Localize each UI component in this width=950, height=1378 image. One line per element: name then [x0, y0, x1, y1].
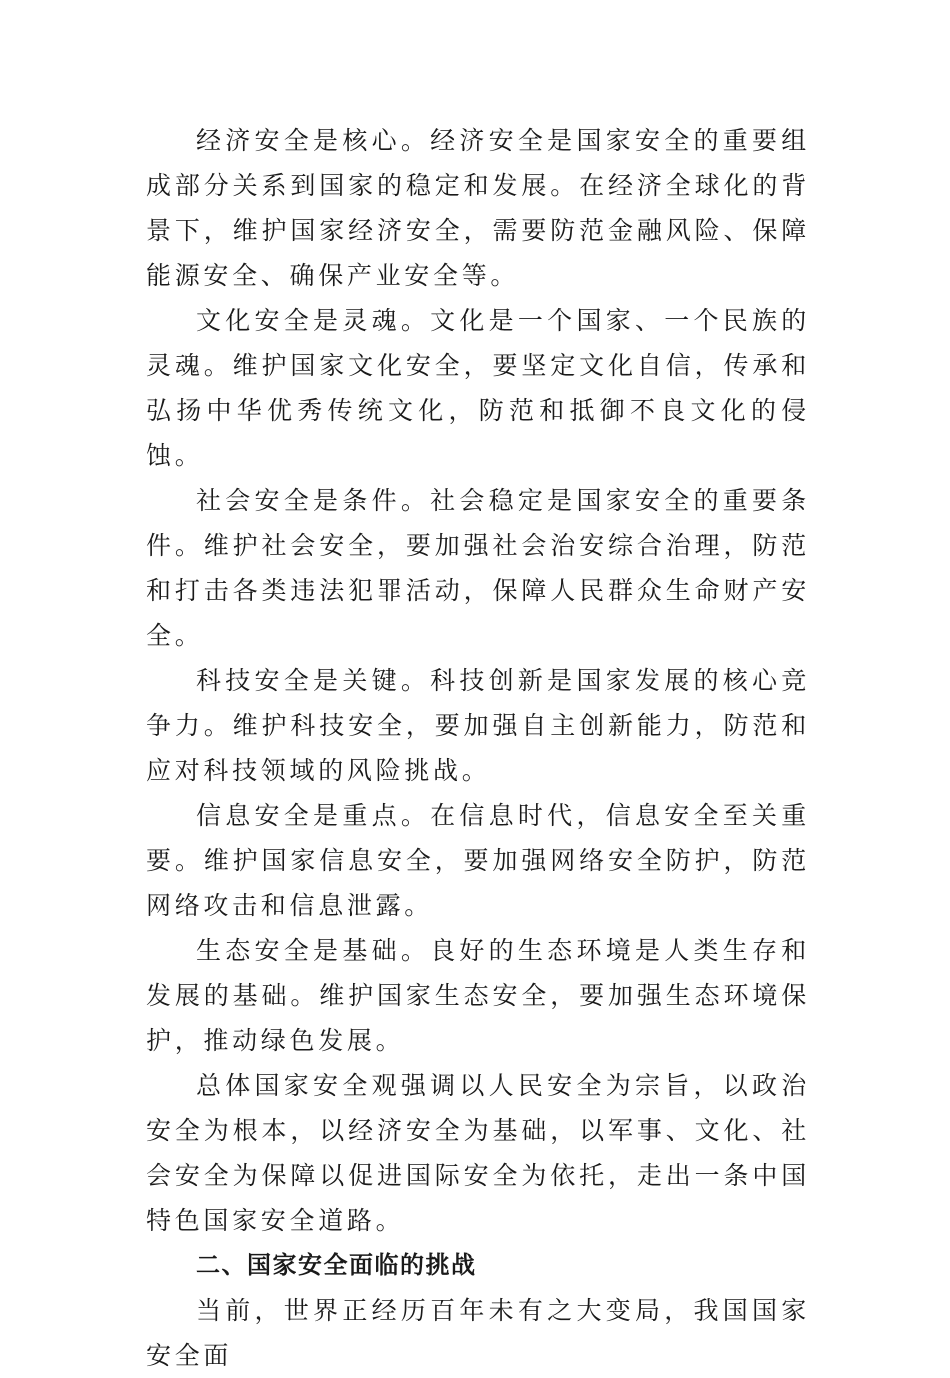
paragraph-economic-security: 经济安全是核心。经济安全是国家安全的重要组成部分关系到国家的稳定和发展。在经济全球化的背景下，维护国家经济安全，需要防范金融风险、保障能源安全、确保产业安全等。 [146, 126, 810, 290]
paragraph-info-security: 信息安全是重点。在信息时代，信息安全至关重要。维护国家信息安全，要加强网络安全防护，防范网络攻击和信息泄露。 [146, 801, 810, 920]
paragraph-social-security: 社会安全是条件。社会稳定是国家安全的重要条件。维护社会安全，要加强社会治安综合治理，防范和打击各类违法犯罪活动，保障人民群众生命财产安全。 [146, 486, 810, 650]
paragraph-eco-security: 生态安全是基础。良好的生态环境是人类生存和发展的基础。维护国家生态安全，要加强生态环境保护，推动绿色发展。 [146, 936, 810, 1055]
paragraph-cultural-security: 文化安全是灵魂。文化是一个国家、一个民族的灵魂。维护国家文化安全，要坚定文化自信，传承和弘扬中华优秀传统文化，防范和抵御不良文化的侵蚀。 [146, 306, 810, 470]
paragraph-overall-security-view: 总体国家安全观强调以人民安全为宗旨，以政治安全为根本，以经济安全为基础，以军事、文化、社会安全为保障以促进国际安全为依托，走出一条中国特色国家安全道路。 [146, 1071, 810, 1235]
section-heading: 二、国家安全面临的挑战 [196, 1251, 477, 1279]
document-body [146, 118, 810, 1378]
paragraph-challenges-intro: 当前，世界正经历百年未有之大变局，我国国家安全面 [146, 1296, 810, 1370]
paragraph-tech-security: 科技安全是关键。科技创新是国家发展的核心竞争力。维护科技安全，要加强自主创新能力，防范和应对科技领域的风险挑战。 [146, 666, 810, 785]
